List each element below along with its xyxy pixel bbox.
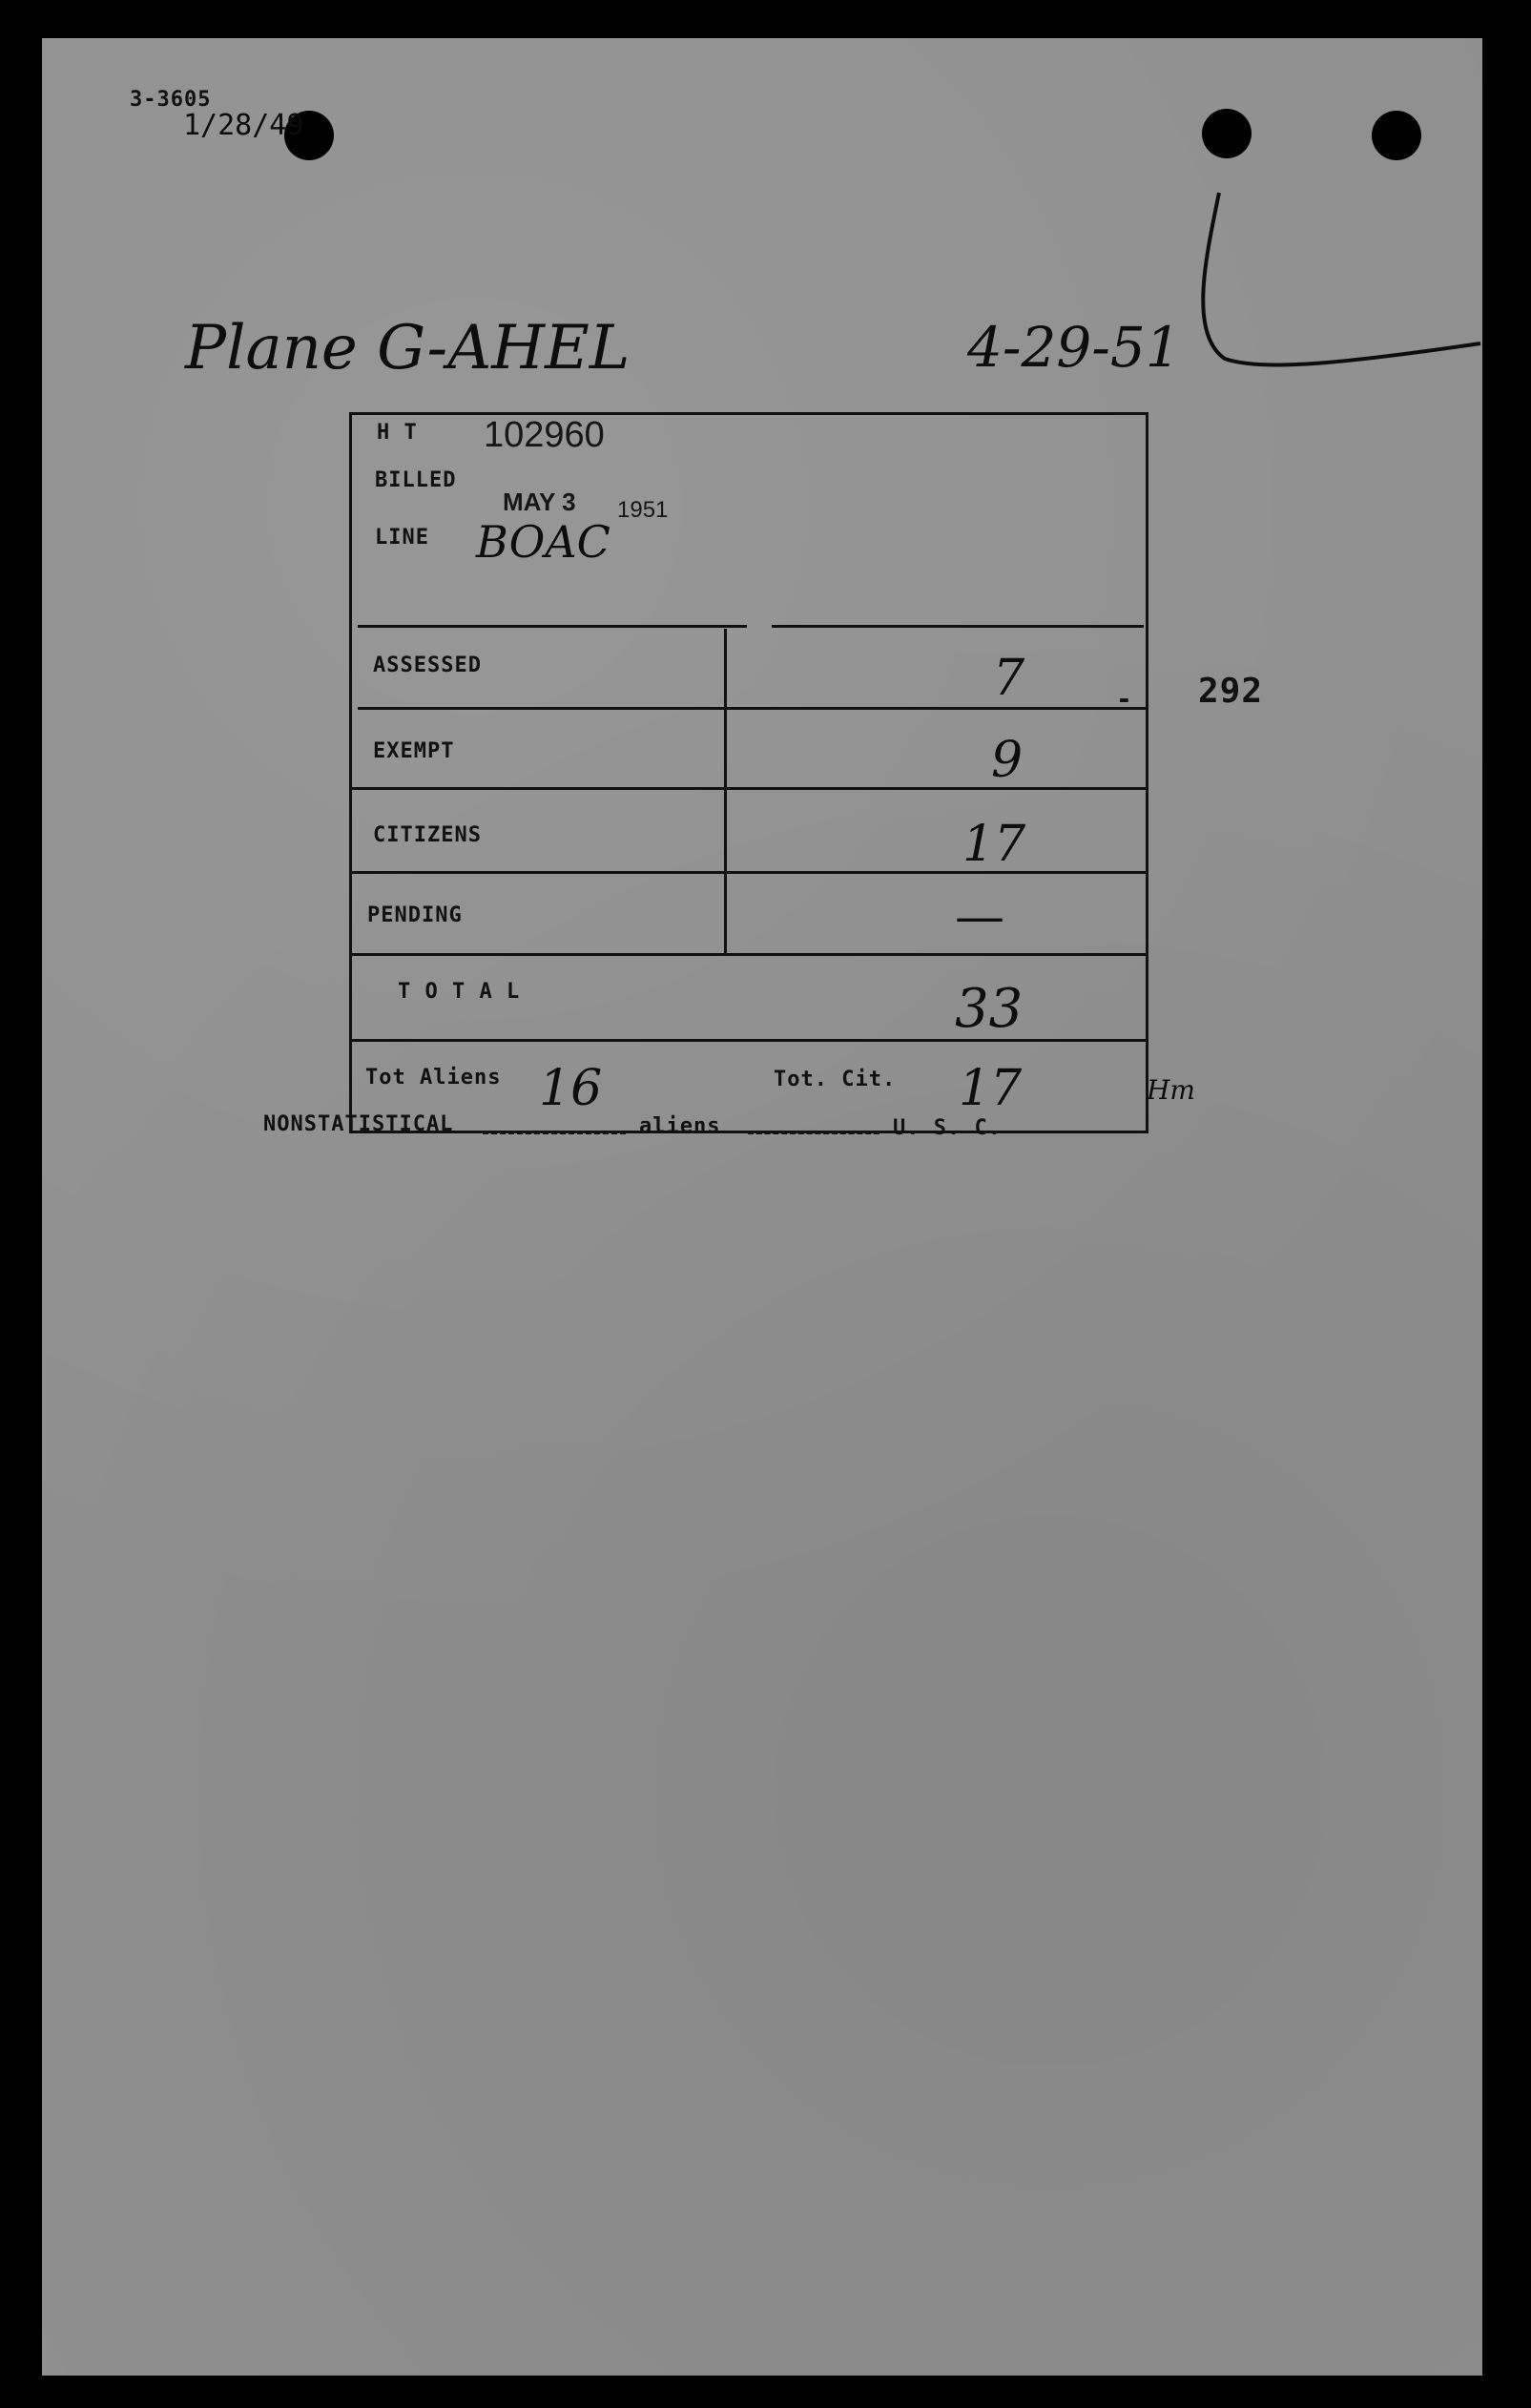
- side-dash: -: [1116, 683, 1133, 715]
- file-code: 3-3605: [130, 88, 212, 112]
- form-rule-5: [352, 1039, 1146, 1042]
- line-label: LINE: [375, 526, 429, 550]
- nonstat-blank-1: [483, 1131, 626, 1134]
- form-rule-3: [352, 871, 1146, 874]
- nonstatistical-label: NONSTATISTICAL: [263, 1112, 454, 1136]
- form-rule-4: [352, 953, 1146, 956]
- document-page: [42, 38, 1482, 2376]
- nonstat-blank-2: [748, 1131, 879, 1134]
- exempt-label: EXEMPT: [373, 739, 455, 763]
- form-divider: [724, 629, 727, 953]
- exempt-value: 9: [991, 732, 1024, 789]
- form-rule-top-right: [772, 625, 1144, 628]
- pending-value: —: [955, 888, 1004, 945]
- assessed-value: 7: [993, 650, 1025, 707]
- assessed-label: ASSESSED: [373, 654, 482, 677]
- total-value: 33: [955, 978, 1024, 1040]
- usc-label: U. S. C.: [893, 1116, 1002, 1140]
- pen-stroke: [1177, 143, 1482, 391]
- handwritten-date: 4-29-51: [967, 315, 1181, 380]
- form-rule-top-left: [358, 625, 747, 628]
- form-rule-2: [352, 787, 1146, 790]
- tot-cit-value: 17: [959, 1060, 1023, 1117]
- tot-aliens-value: 16: [539, 1060, 603, 1117]
- tot-aliens-label: Tot Aliens: [365, 1066, 502, 1090]
- billed-date: MAY 3: [503, 488, 576, 516]
- tot-cit-label: Tot. Cit.: [774, 1068, 897, 1091]
- plane-id: Plane G-AHEL: [185, 313, 631, 384]
- billed-year: 1951: [617, 497, 669, 523]
- aliens-label: aliens: [639, 1114, 721, 1138]
- line-value: BOAC: [476, 516, 610, 568]
- total-label: T O T A L: [398, 980, 521, 1004]
- citizens-label: CITIZENS: [373, 823, 482, 847]
- manifest-form: [349, 412, 1148, 1133]
- form-rule-1: [358, 707, 1146, 710]
- clerk-initials: Hm: [1147, 1074, 1195, 1106]
- billed-label: BILLED: [375, 468, 457, 492]
- ht-number: 102960: [484, 415, 605, 455]
- ht-label: H T: [377, 421, 418, 445]
- side-number: 292: [1198, 672, 1264, 711]
- pending-label: PENDING: [367, 903, 463, 927]
- citizens-value: 17: [962, 816, 1026, 873]
- file-date-ref: 1/28/49: [183, 109, 304, 142]
